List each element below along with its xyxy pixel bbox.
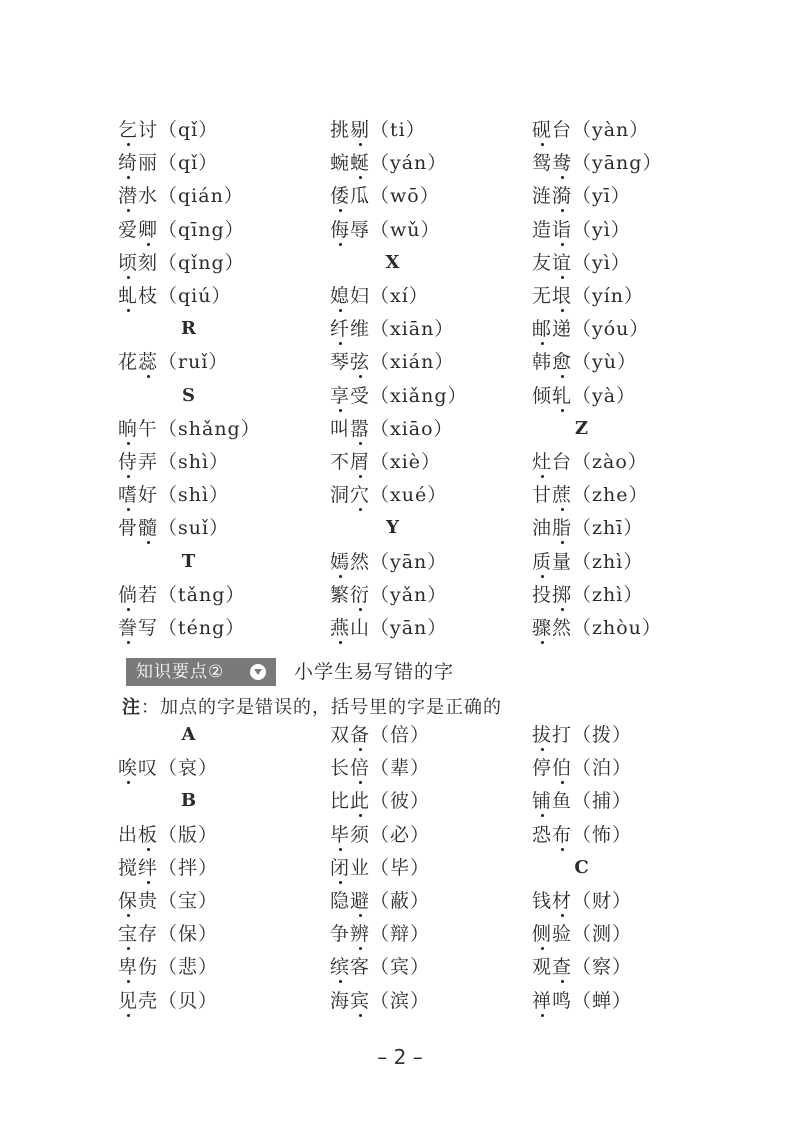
emphasis-dot [561, 781, 564, 784]
emphasis-dot [561, 309, 564, 312]
word-entry: 纤维（xiān） [330, 318, 455, 341]
word-entry: 投掷（zhì） [532, 583, 644, 606]
emphasis-dot [561, 848, 564, 851]
word-entry: 虬枝（qiú） [118, 285, 232, 307]
emphasis-dot [541, 1014, 544, 1017]
word-entry: 邮递（yóu） [532, 318, 650, 341]
word-entry: 拔打（拨） [532, 724, 633, 746]
word-entry: 挑剔（ti） [330, 119, 426, 141]
section-letter: S [182, 384, 196, 406]
emphasis-dot [127, 209, 130, 212]
emphasis-dot [359, 508, 362, 511]
emphasis-dot [127, 980, 130, 983]
emphasis-dot [541, 641, 544, 644]
emphasis-dot [339, 881, 342, 884]
word-entry: 叫嚣（xiāo） [330, 417, 454, 440]
section-letter: X [385, 251, 401, 273]
word-entry: 享受（xiǎng） [330, 384, 468, 407]
section-tag: 知识要点② [126, 658, 276, 686]
wrong-char-row [0, 753, 800, 783]
wrong-char-row [0, 886, 800, 916]
emphasis-dot [541, 748, 544, 751]
wrong-char-row [0, 720, 800, 750]
pinyin-row [0, 580, 800, 610]
word-entry: 砚台（yàn） [532, 119, 650, 141]
pinyin-row [0, 547, 800, 577]
pinyin-row [0, 347, 800, 377]
pinyin-row [0, 513, 800, 543]
word-entry: 见壳（贝） [118, 989, 219, 1012]
emphasis-dot [359, 143, 362, 146]
section-letter: Z [574, 417, 590, 439]
word-entry: 涟漪（yī） [532, 185, 631, 208]
emphasis-dot [127, 176, 130, 179]
emphasis-dot [127, 914, 130, 917]
emphasis-dot [339, 409, 342, 412]
word-entry: 隐避（蔽） [330, 890, 431, 912]
section-letter: T [181, 550, 197, 572]
emphasis-dot [127, 508, 130, 511]
emphasis-dot [541, 575, 544, 578]
word-entry: 毕须（必） [330, 823, 431, 846]
word-entry: 铺鱼（捕） [532, 790, 633, 813]
section-letter: B [180, 790, 198, 812]
emphasis-dot [127, 475, 130, 478]
word-entry: 洞穴（xué） [330, 484, 448, 507]
emphasis-dot [561, 508, 564, 511]
emphasis-dot [561, 276, 564, 279]
emphasis-dot [359, 814, 362, 817]
word-entry: 停伯（泊） [532, 757, 633, 780]
emphasis-dot [561, 608, 564, 611]
word-entry: 顷刻（qǐng） [118, 251, 245, 274]
word-entry: 唉叹（哀） [118, 757, 219, 780]
word-entry: 琴弦（xián） [330, 351, 455, 374]
wrong-char-row [0, 919, 800, 949]
word-entry: 侍弄（shì） [118, 451, 230, 473]
wrong-char-row [0, 786, 800, 816]
word-entry: 禅鸣（蝉） [532, 989, 633, 1012]
emphasis-dot [541, 475, 544, 478]
word-entry: 不屑（xiè） [330, 451, 442, 473]
pinyin-row [0, 613, 800, 643]
emphasis-dot [127, 276, 130, 279]
word-entry: 晌午（shǎng） [118, 417, 261, 440]
wrong-char-row [0, 853, 800, 883]
word-entry: 嗜好（shì） [118, 484, 230, 507]
word-entry: 花蕊（ruǐ） [118, 351, 229, 374]
word-entry: 韩愈（yù） [532, 351, 637, 374]
word-entry: 嫣然（yān） [330, 550, 448, 573]
emphasis-dot [359, 176, 362, 179]
pinyin-row [0, 181, 800, 211]
pinyin-row [0, 281, 800, 311]
emphasis-dot [561, 375, 564, 378]
emphasis-dot [127, 442, 130, 445]
word-entry: 闭业（毕） [330, 856, 431, 879]
emphasis-dot [339, 980, 342, 983]
word-entry: 骤然（zhòu） [532, 617, 662, 639]
word-entry: 蜿蜒（yán） [330, 152, 448, 175]
section-letter: Y [386, 517, 400, 539]
emphasis-dot [359, 947, 362, 950]
pinyin-row [0, 447, 800, 477]
emphasis-dot [561, 541, 564, 544]
word-entry: 爱卿（qīng） [118, 218, 245, 241]
word-entry: 侮辱（wǔ） [330, 218, 441, 241]
emphasis-dot [147, 541, 150, 544]
word-entry: 保贵（宝） [118, 890, 219, 912]
emphasis-dot [541, 342, 544, 345]
emphasis-dot [339, 641, 342, 644]
pinyin-row [0, 148, 800, 178]
word-entry: 誊写（téng） [118, 617, 246, 639]
word-entry: 绮丽（qǐ） [118, 152, 219, 175]
section-letter: R [181, 318, 197, 340]
word-entry: 观查（察） [532, 956, 633, 979]
emphasis-dot [561, 914, 564, 917]
emphasis-dot [127, 947, 130, 950]
pinyin-row [0, 414, 800, 444]
wrong-char-row [0, 952, 800, 982]
word-entry: 甘蔗（zhe） [532, 484, 649, 507]
emphasis-dot [127, 641, 130, 644]
word-entry: 双备（倍） [330, 724, 431, 746]
emphasis-dot [147, 243, 150, 246]
pinyin-row [0, 115, 800, 145]
emphasis-dot [359, 608, 362, 611]
emphasis-dot [127, 781, 130, 784]
emphasis-dot [541, 947, 544, 950]
word-entry: 宝存（保） [118, 923, 219, 946]
word-entry: 灶台（zào） [532, 451, 648, 473]
emphasis-dot [147, 848, 150, 851]
pinyin-row [0, 248, 800, 278]
note [122, 694, 502, 722]
word-entry: 长倍（辈） [330, 757, 431, 780]
emphasis-dot [339, 243, 342, 246]
pinyin-row [0, 480, 800, 510]
emphasis-dot [541, 814, 544, 817]
word-entry: 倭瓜（wō） [330, 185, 440, 208]
word-entry: 繁衍（yǎn） [330, 583, 448, 606]
emphasis-dot [339, 342, 342, 345]
emphasis-dot [127, 143, 130, 146]
emphasis-dot [561, 209, 564, 212]
emphasis-dot [561, 980, 564, 983]
wrong-char-row [0, 986, 800, 1016]
emphasis-dot [359, 1014, 362, 1017]
word-entry: 缤客（宾） [330, 956, 431, 979]
emphasis-dot [127, 309, 130, 312]
emphasis-dot [127, 1014, 130, 1017]
emphasis-dot [541, 143, 544, 146]
word-entry: 恐布（怖） [532, 823, 633, 846]
note-label: 注 [122, 697, 141, 718]
word-entry: 卑伤（悲） [118, 956, 219, 979]
section-letter: A [181, 724, 197, 745]
section-title: 小学生易写错的字 [294, 661, 455, 683]
page-number: – 2 – [377, 1045, 423, 1069]
word-entry: 骨髓（suǐ） [118, 517, 230, 540]
pinyin-row [0, 381, 800, 411]
emphasis-dot [339, 848, 342, 851]
emphasis-dot [359, 475, 362, 478]
wrong-char-row [0, 820, 800, 850]
word-entry: 乞讨（qǐ） [118, 119, 219, 141]
word-entry: 造诣（yì） [532, 218, 631, 241]
word-entry: 潜水（qián） [118, 185, 244, 208]
word-entry: 海宾（滨） [330, 989, 431, 1012]
pinyin-row [0, 314, 800, 344]
emphasis-dot [561, 176, 564, 179]
word-entry: 搅绊（拌） [118, 856, 219, 879]
section-letter: C [574, 856, 590, 878]
word-entry: 燕山（yān） [330, 617, 448, 639]
note-text: ：加点的字是错误的，括号里的字是正确的 [141, 697, 502, 718]
word-entry: 质量（zhì） [532, 550, 644, 573]
word-entry: 友谊（yì） [532, 251, 631, 274]
word-entry: 油脂（zhī） [532, 517, 644, 540]
word-entry: 无垠（yín） [532, 285, 645, 307]
emphasis-dot [339, 209, 342, 212]
word-entry: 侧验（测） [532, 923, 633, 946]
emphasis-dot [561, 243, 564, 246]
pinyin-row [0, 215, 800, 245]
emphasis-dot [561, 409, 564, 412]
word-entry: 倘若（tǎng） [118, 583, 246, 606]
emphasis-dot [147, 375, 150, 378]
word-entry: 出板（版） [118, 823, 219, 846]
word-entry: 倾轧（yà） [532, 384, 637, 407]
chevron-down-icon [250, 664, 266, 680]
word-entry: 鸳鸯（yāng） [532, 152, 663, 175]
word-entry: 争辨（辩） [330, 923, 431, 946]
emphasis-dot [359, 375, 362, 378]
emphasis-dot [339, 309, 342, 312]
emphasis-dot [339, 575, 342, 578]
word-entry: 钱材（财） [532, 890, 633, 912]
emphasis-dot [359, 442, 362, 445]
emphasis-dot [359, 748, 362, 751]
word-entry: 比此（彼） [330, 790, 431, 813]
emphasis-dot [127, 608, 130, 611]
emphasis-dot [359, 781, 362, 784]
word-entry: 媳妇（xí） [330, 285, 429, 307]
emphasis-dot [359, 914, 362, 917]
emphasis-dot [147, 881, 150, 884]
